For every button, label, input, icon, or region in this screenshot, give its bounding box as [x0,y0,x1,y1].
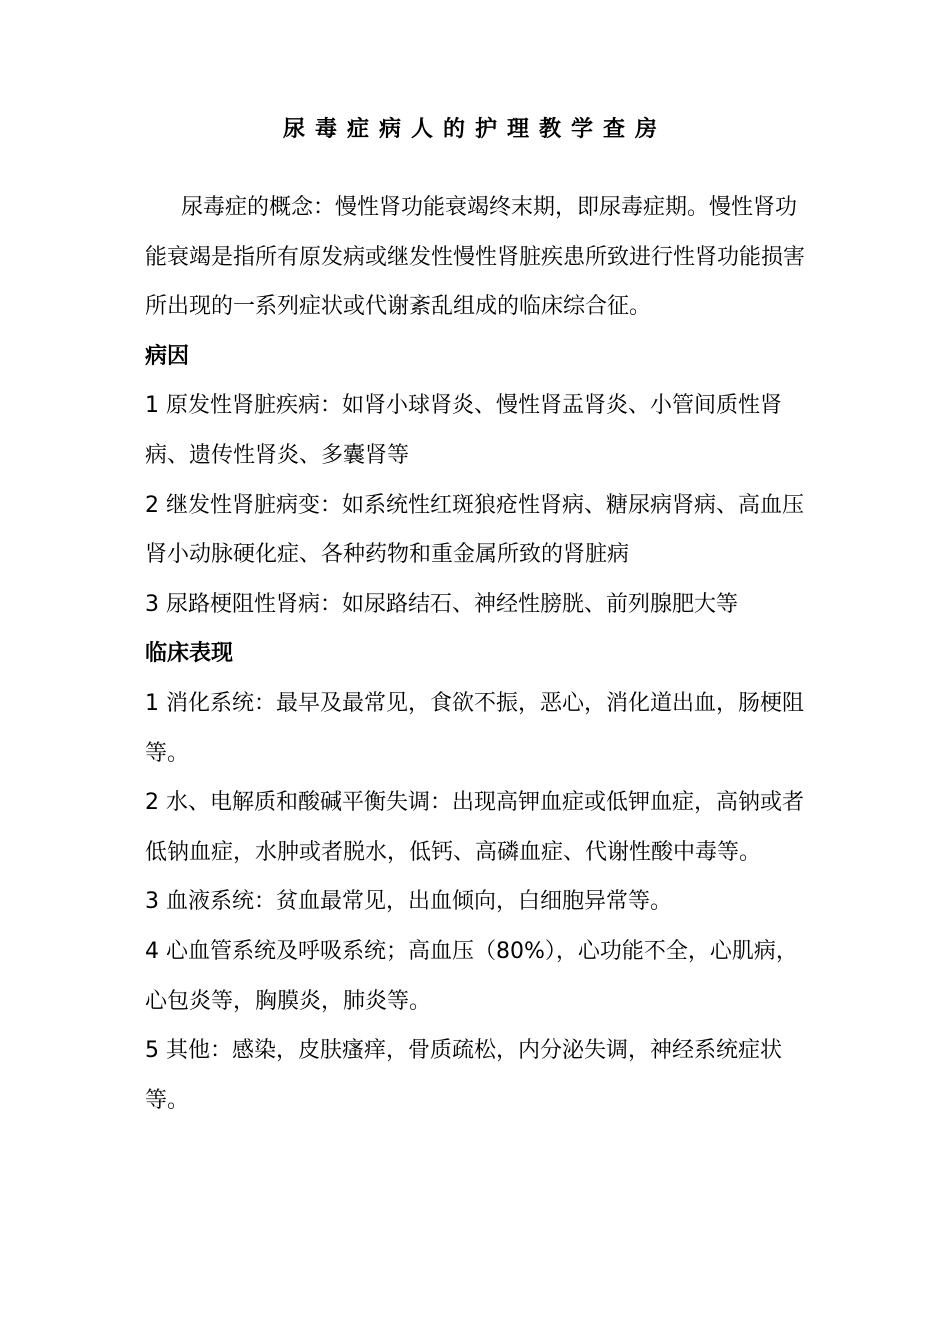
clinical-item-3: 3 血液系统：贫血最常见，出血倾向，白细胞异常等。 [145,889,672,915]
cause-item-2: 2 继发性肾脏病变：如系统性红斑狼疮性肾病、糖尿病肾病、高血压肾小动脉硬化症、各种药物和重金属所致的肾脏病 [145,492,804,568]
document-title: 尿毒症病人的护理教学查房 [282,117,667,142]
clinical-item-4: 4 心血管系统及呼吸系统；高血压（80%），心功能不全，心肌病，心包炎等，胸膜炎，肺炎等。 [145,938,798,1014]
clinical-item-5: 5 其他：感染，皮肤瘙痒，骨质疏松，内分泌失调，神经系统症状等。 [145,1038,782,1113]
section-heading-clinical: 临床表现 [145,641,234,667]
cause-item-3: 3 尿路梗阻性肾病：如尿路结石、神经性膀胱、前列腺肥大等 [145,591,738,617]
clinical-item-2: 2 水、电解质和酸碱平衡失调：出现高钾血症或低钾血症，高钠或者低钠血症，水肿或者脱水，低钙、高磷血症、代谢性酸中毒等。 [145,790,804,865]
clinical-item-1: 1 消化系统：最早及最常见，食欲不振，恶心，消化道出血，肠梗阻等。 [145,690,804,766]
cause-item-1: 1 原发性肾脏疾病：如肾小球肾炎、慢性肾盂肾炎、小管间质性肾病、遗传性肾炎、多囊肾等 [145,393,782,468]
section-clinical [145,629,815,1125]
document-body [145,183,815,1125]
intro-paragraph: 尿毒症的概念：慢性肾功能衰竭终末期，即尿毒症期。慢性肾功能衰竭是指所有原发病或继发性慢性肾脏疾患所致进行性肾功能损害所出现的一系列症状或代谢紊乱组成的临床综合征。 [145,195,806,320]
section-causes [145,332,815,630]
section-heading-causes: 病因 [145,343,190,369]
